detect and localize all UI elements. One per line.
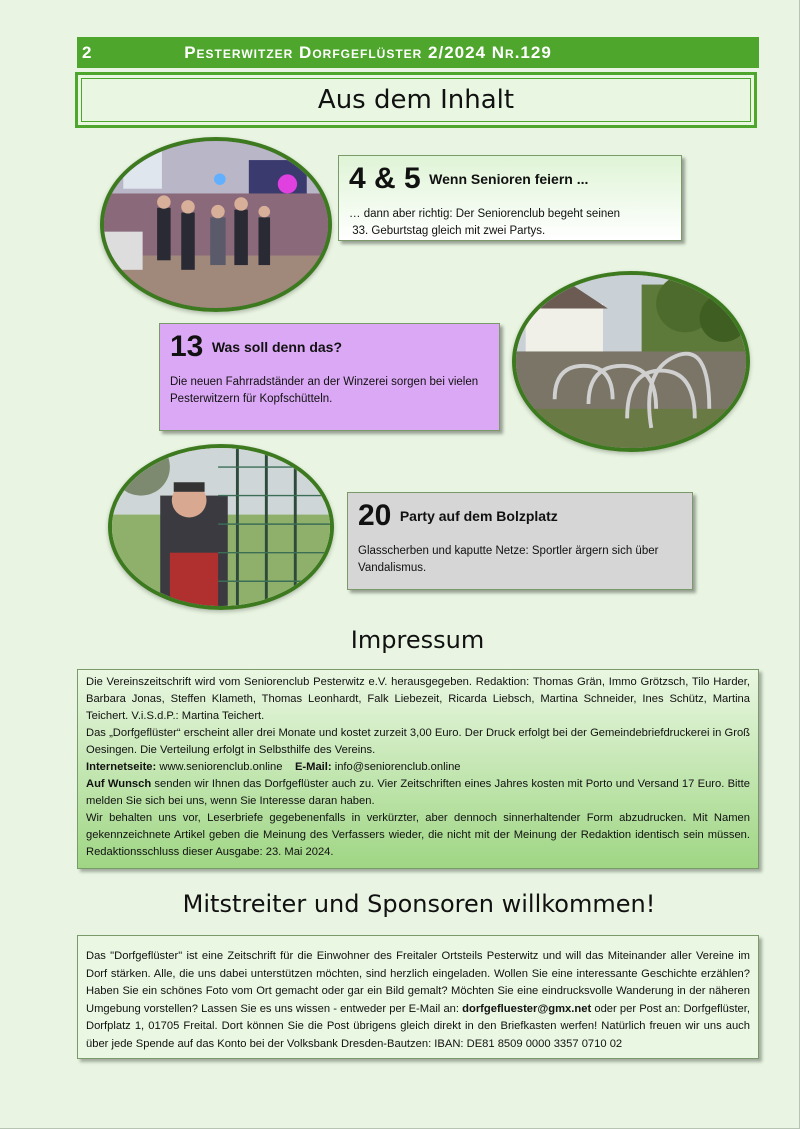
email-link[interactable]: info@seniorenclub.online: [331, 761, 461, 773]
sponsors-email-link[interactable]: dorfgefluester@gmx.net: [462, 1002, 592, 1015]
teaser-text: [349, 206, 671, 240]
sponsors-text-continued: oder per Post an: Dorfgeflüster, Dorfplatz 1, 01705 Freital. Dort können Sie die Post übrigens gleich direkt in den Briefkasten werfen! Natürlich freuen wir uns auch über jede Spende auf das Konto bei der Volksbank Dresden-Bautzen: IBAN: DE81 8509 0000 3357 0710 02: [86, 1002, 750, 1050]
impressum-subscription: [86, 776, 750, 810]
sponsors-title: Mitstreiter und Sponsoren willkommen!: [182, 890, 656, 918]
subscription-label: Auf Wunsch: [86, 778, 152, 790]
impressum-disclaimer: Wir behalten uns vor, Leserbriefe gegebenenfalls in verkürzter, aber dennoch sinnerhaltender Form abzudrucken. Mit Namen gekennzeichnete Artikel geben die Meinung des Verfassers wieder, die nicht mit der Meinung der Redaktion identisch sein müssen. Redaktionsschluss dieser Ausgabe: 23. Mai 2024.: [86, 812, 750, 858]
teaser-text-line: … dann aber richtig: Der Seniorenclub begeht seinen: [349, 208, 621, 220]
page-header: [77, 37, 759, 68]
bike-rack-photo: [512, 271, 750, 452]
teaser-page-number: 20: [358, 499, 392, 532]
teaser-page-number: 4 & 5: [349, 162, 421, 195]
teaser-bike-racks[interactable]: [159, 323, 500, 431]
teaser-text: [170, 374, 489, 408]
impressum-publication-info: Das „Dorfgeflüster“ erscheint aller drei Monate und kostet zurzeit 3,00 Euro. Der Druck erfolgt bei der Gemeindebriefdruckerei in Groß Oesingen. Die Verteilung erfolgt in Selbsthilfe des Vereins.: [86, 727, 750, 756]
teaser-text-line: Die neuen Fahrradständer an der Winzerei sorgen bei vielen: [170, 376, 479, 388]
teaser-seniors-party[interactable]: [338, 155, 682, 241]
publication-title: Pesterwitzer Dorfgeflüster 2/2024 Nr.129: [184, 42, 552, 62]
teaser-text-line: Glasscherben und kaputte Netze: Sportler ärgern sich über: [358, 545, 659, 557]
contents-title: Aus dem Inhalt: [81, 78, 751, 122]
impressum-contact: [86, 759, 750, 776]
teaser-headline: Party auf dem Bolzplatz: [399, 508, 558, 524]
email-label: E-Mail:: [294, 761, 332, 773]
sponsors-text: Das "Dorfgeflüster" ist eine Zeitschrift für die Einwohner des Freitaler Ortsteils Pesterwitz und will das Miteinander aller Vereine im Dorf stärken. Alle, die uns dabei unterstützen möchten, sind herzlich eingeladen. Wollen Sie eine interessante Geschichte erzählen? Haben Sie ein schönes Foto vom Ort gemacht oder gar ein Bild gemalt? Möchten Sie eine eindrucksvolle Wanderung in der näheren Umgebung vorstellen? Lassen Sie es uns wissen - entweder per E-Mail an:: [86, 950, 750, 1015]
teaser-sports-field[interactable]: [347, 492, 693, 590]
subscription-text: senden wir Ihnen das Dorfgeflüster auch zu. Vier Zeitschriften eines Jahres kosten mit Porto und Versand 17 Euro. Bitte melden Sie sich bei uns, wenn Sie Interesse daran haben.: [86, 778, 750, 807]
teaser-text-line: 33. Geburtstag gleich mit zwei Partys.: [352, 225, 546, 237]
teaser-text: [358, 543, 682, 577]
party-photo: [100, 137, 332, 312]
website-link[interactable]: www.seniorenclub.online: [156, 761, 283, 773]
teaser-page-number: 13: [170, 330, 204, 363]
page-number: 2: [82, 42, 92, 62]
impressum-editors: Die Vereinszeitschrift wird vom Seniorenclub Pesterwitz e.V. herausgegeben. Redaktion: Thomas Grän, Immo Grötzsch, Tilo Harder, Barbara Jonas, Steffen Klameth, Thomas Leonhardt, Falk Liebezeit, Ricarda Liebsch, Martina Schneider, Ines Schütz, Martina Teichert. V.i.S.d.P.: Martina Teichert.: [86, 676, 750, 722]
teaser-headline: Wenn Senioren feiern ...: [429, 171, 589, 187]
impressum-title: Impressum: [350, 626, 485, 654]
website-label: Internetseite:: [86, 761, 157, 773]
teaser-text-line: Vandalismus.: [358, 562, 427, 574]
teaser-headline: Was soll denn das?: [211, 339, 342, 355]
contents-title-box: [75, 72, 757, 128]
impressum-box: [77, 669, 759, 869]
teaser-text-line: Pesterwitzern für Kopfschütteln.: [170, 393, 333, 405]
sponsors-box: [77, 935, 759, 1059]
sports-field-photo: [108, 444, 334, 610]
